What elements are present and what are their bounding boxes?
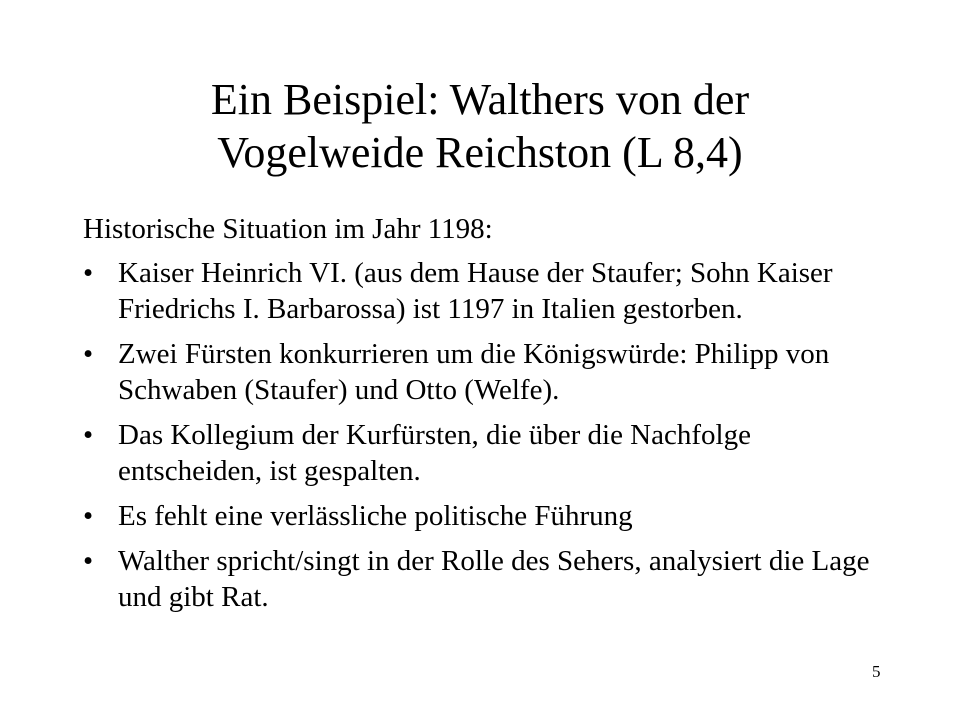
bullet-icon: • xyxy=(83,419,94,451)
bullet-icon: • xyxy=(83,338,94,370)
bullet-item xyxy=(83,498,883,534)
slide-title xyxy=(80,73,880,179)
slide-title-line: Ein Beispiel: Walthers von der xyxy=(210,75,750,124)
bullet-item xyxy=(83,417,883,489)
bullet-icon: • xyxy=(83,257,94,289)
page-number: 5 xyxy=(872,662,881,681)
bullet-item xyxy=(83,336,883,408)
bullet-list xyxy=(83,255,883,615)
bullet-text: Es fehlt eine verlässliche politische Führung xyxy=(118,500,633,532)
slide-body xyxy=(83,211,883,624)
bullet-icon: • xyxy=(83,545,94,577)
bullet-text: Walther spricht/singt in der Rolle des Sehers, analysiert die Lage und gibt Rat. xyxy=(118,545,870,613)
bullet-item xyxy=(83,255,883,327)
slide-title-line: Vogelweide Reichston (L 8,4) xyxy=(217,128,743,177)
bullet-icon: • xyxy=(83,500,94,532)
bullet-text: Zwei Fürsten konkurrieren um die Königswürde: Philipp von Schwaben (Staufer) und Otto (Welfe). xyxy=(118,338,830,406)
bullet-text: Kaiser Heinrich VI. (aus dem Hause der Staufer; Sohn Kaiser Friedrichs I. Barbarossa) ist 1197 in Italien gestorben. xyxy=(118,257,833,325)
intro-text: Historische Situation im Jahr 1198: xyxy=(83,213,493,245)
bullet-text: Das Kollegium der Kurfürsten, die über die Nachfolge entscheiden, ist gespalten. xyxy=(118,419,751,487)
bullet-item xyxy=(83,543,883,615)
